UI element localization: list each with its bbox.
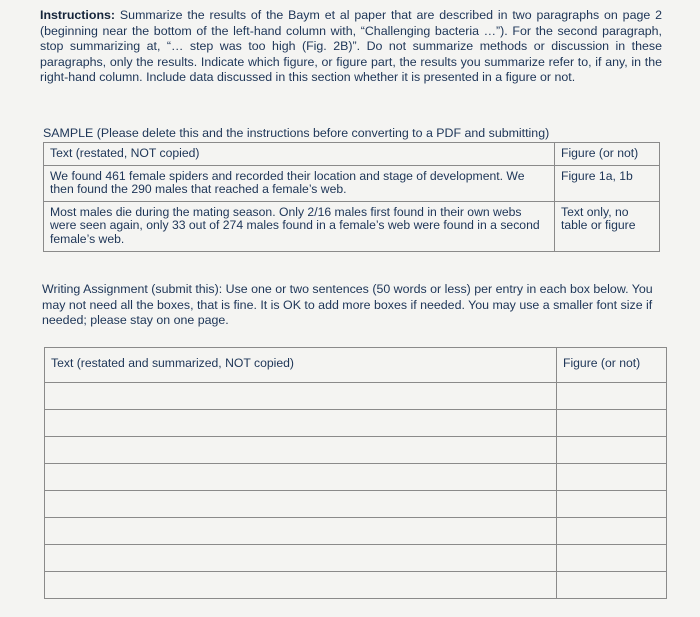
answer-figure-cell[interactable] — [557, 383, 667, 410]
answer-header-row — [45, 348, 667, 383]
answer-text-cell[interactable] — [45, 545, 557, 572]
answer-header-figure: Figure (or not) — [557, 348, 667, 383]
table-row[interactable] — [45, 437, 667, 464]
answer-text-cell[interactable] — [45, 518, 557, 545]
answer-figure-cell[interactable] — [557, 464, 667, 491]
table-row[interactable] — [45, 545, 667, 572]
sample-header-row — [44, 143, 660, 166]
table-row — [44, 201, 660, 251]
instructions-paragraph — [40, 8, 662, 86]
answer-header-text: Text (restated and summarized, NOT copied) — [45, 348, 557, 383]
answer-text-cell[interactable] — [45, 410, 557, 437]
table-row[interactable] — [45, 464, 667, 491]
table-row — [44, 165, 660, 201]
answer-table — [44, 347, 667, 599]
answer-figure-cell[interactable] — [557, 545, 667, 572]
table-row[interactable] — [45, 518, 667, 545]
answer-text-cell[interactable] — [45, 464, 557, 491]
sample-row-figure: Text only, no table or figure — [555, 201, 660, 251]
answer-text-cell[interactable] — [45, 572, 557, 599]
sample-row-figure: Figure 1a, 1b — [555, 165, 660, 201]
answer-figure-cell[interactable] — [557, 410, 667, 437]
writing-assignment-paragraph: Writing Assignment (submit this): Use one or two sentences (50 words or less) per entry in each box below. You may not need all the boxes, that is fine. It is OK to add more boxes if needed. You may use a smaller font size if needed; please stay on one page. — [42, 282, 653, 328]
sample-heading: SAMPLE (Please delete this and the instructions before converting to a PDF and submitting) — [43, 126, 550, 140]
answer-text-cell[interactable] — [45, 383, 557, 410]
answer-figure-cell[interactable] — [557, 437, 667, 464]
sample-table — [43, 142, 660, 252]
table-row[interactable] — [45, 572, 667, 599]
answer-text-cell[interactable] — [45, 437, 557, 464]
instructions-text: Summarize the results of the Baym et al paper that are described in two paragraphs on page 2 (beginning near the bottom of the left-hand column with, “Challenging bacteria …”). For the second paragraph, stop summarizing at, “… step was too high (Fig. 2B)”. Do not summarize methods or discussion in these paragraphs, only the results. Indicate which figure, or figure part, the results you summarize refer to, if any, in the right-hand column. Include data discussed in this section whether it is presented in a figure or not. — [40, 8, 662, 85]
table-row[interactable] — [45, 383, 667, 410]
answer-figure-cell[interactable] — [557, 572, 667, 599]
table-row[interactable] — [45, 491, 667, 518]
answer-text-cell[interactable] — [45, 491, 557, 518]
answer-figure-cell[interactable] — [557, 491, 667, 518]
sample-header-text: Text (restated, NOT copied) — [44, 143, 555, 166]
sample-header-figure: Figure (or not) — [555, 143, 660, 166]
answer-figure-cell[interactable] — [557, 518, 667, 545]
instructions-label: Instructions: — [40, 8, 116, 22]
table-row[interactable] — [45, 410, 667, 437]
sample-row-text: We found 461 female spiders and recorded their location and stage of development. We then found the 290 males that reached a female’s web. — [44, 165, 555, 201]
sample-row-text: Most males die during the mating season. Only 2/16 males first found in their own webs were seen again, only 33 out of 274 males found in a female’s web were found in a second female’s web. — [44, 201, 555, 251]
